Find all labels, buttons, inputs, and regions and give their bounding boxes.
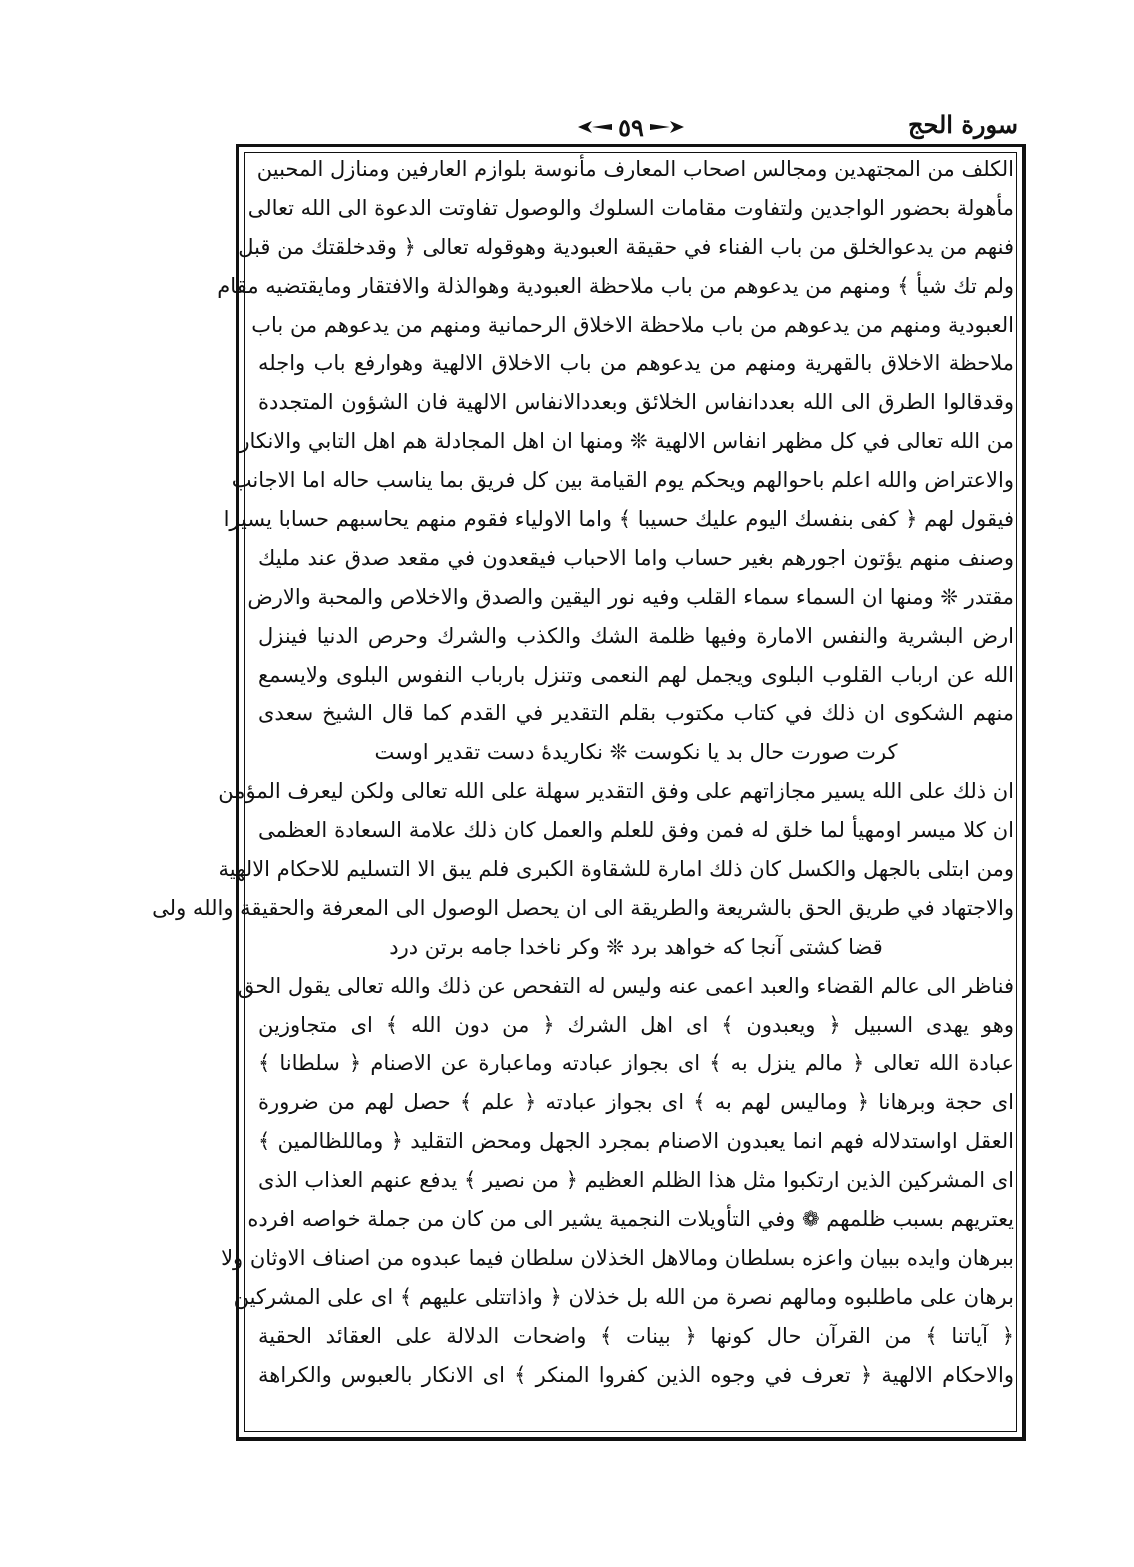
text-line: وهو يهدى السبيل ﴿ ويعبدون ﴾ اى اهل الشرك ﴿ من دون الله ﴾ اى متجاوزين [258, 1012, 1014, 1037]
text-body [152, 150, 1014, 1395]
text-line: والاجتهاد في طريق الحق بالشريعة والطريقة الى ان يحصل الوصول الى المعرفة والحقيقة والله ولى [152, 895, 1014, 920]
text-line: ملاحظة الاخلاق بالقهرية ومنهم من يدعوهم من باب الاخلاق الالهية وهوارفع باب واجله [258, 351, 1014, 376]
text-line: ببرهان وايده ببيان واعزه بسلطان ومالاهل الخذلان سلطان فيما عبدوه من اصناف الاوثان ولا [221, 1245, 1014, 1270]
text-line: وقدقالوا الطرق الى الله بعددانفاس الخلائق وبعددالانفاس الالهية فان الشؤون المتجددة [258, 390, 1014, 415]
text-line: فناظر الى عالم القضاء والعبد اعمى عنه وليس له التفحص عن ذلك والله تعالى يقول الحق [237, 973, 1014, 998]
text-line: والاحكام الالهية ﴿ تعرف في وجوه الذين كفروا المنكر ﴾ اى الانكار بالعبوس والكراهة [258, 1362, 1014, 1387]
text-line: والاعتراض والله اعلم باحوالهم ويحكم يوم القيامة بين كل فريق بما يناسب حاله اما الاجانب [231, 468, 1014, 493]
text-line: مأهولة بحضور الواجدين ولتفاوت مقامات السلوك والوصول تفاوتت الدعوة الى الله تعالى [247, 195, 1014, 220]
text-line: العبودية ومنهم من يدعوهم من باب ملاحظة الاخلاق الرحمانية ومنهم من يدعوهم من باب [251, 312, 1014, 337]
left-ornament-icon [578, 121, 612, 133]
verse-line: كرت صورت حال بد يا نكوست ❊ نكاريدهٔ دست تقدير اوست [374, 740, 898, 765]
text-line: ﴿ آياتنا ﴾ من القرآن حال كونها ﴿ بينات ﴾ واضحات الدلالة على العقائد الحقية [258, 1323, 1014, 1348]
text-line: اى المشركين الذين ارتكبوا مثل هذا الظلم العظيم ﴿ من نصير ﴾ يدفع عنهم العذاب الذى [258, 1168, 1014, 1193]
verse-line: قضا كشتى آنجا كه خواهد برد ❊ وكر ناخدا جامه برتن درد [389, 934, 883, 959]
right-ornament-icon [650, 121, 684, 133]
text-line: ان ذلك على الله يسير مجازاتهم على وفق التقدير سهلة على الله تعالى ولكن ليعرف المؤمن [218, 779, 1014, 804]
text-line: ان كلا ميسر اومهيأ لما خلق له فمن وفق للعلم والعمل كان ذلك علامة السعادة العظمى [258, 818, 1014, 843]
text-line: مقتدر ❊ ومنها ان السماء سماء القلب وفيه نور اليقين والصدق والاخلاص والمحبة والارض [247, 584, 1014, 609]
text-line: فنهم من يدعوالخلق من باب الفناء في حقيقة العبودية وهوقوله تعالى ﴿ وقدخلقتك من قبل [238, 234, 1014, 259]
surah-title: سورة الحج [908, 110, 1018, 139]
text-line: من الله تعالى في كل مظهر انفاس الالهية ❊ ومنها ان اهل المجادلة هم اهل التابي والانكار [239, 429, 1014, 454]
text-line: الكلف من المجتهدين ومجالس اصحاب المعارف مأنوسة بلوازم العارفين ومنازل المحبين [256, 157, 1014, 181]
text-line: العقل اواستدلاله فهم انما يعبدون الاصنام بمجرد الجهل ومحض التقليد ﴿ وماللظالمين ﴾ [258, 1129, 1014, 1154]
text-line: منهم الشكوى ان ذلك في كتاب مكتوب بقلم التقدير في القدم كما قال الشيخ سعدى [258, 701, 1014, 726]
text-line: الله عن ارباب القلوب البلوى ويجمل لهم النعمى وتنزل بارباب النفوس البلوى ولايسمع [258, 662, 1014, 687]
text-line: اى حجة وبرهانا ﴿ وماليس لهم به ﴾ اى بجواز عبادته ﴿ علم ﴾ حصل لهم من ضرورة [258, 1090, 1014, 1115]
page-number: ٥٩ [618, 112, 644, 142]
text-line: ومن ابتلى بالجهل والكسل كان ذلك امارة للشقاوة الكبرى فلم يبق الا التسليم للاحكام الالهية [218, 857, 1014, 882]
text-line: برهان على ماطلبوه ومالهم نصرة من الله بل خذلان ﴿ واذاتتلى عليهم ﴾ اى على المشركين [233, 1284, 1014, 1309]
text-line: فيقول لهم ﴿ كفى بنفسك اليوم عليك حسيبا ﴾ واما الاولياء فقوم منهم يحاسبهم حسابا يسيرا [223, 507, 1014, 532]
text-line: يعتريهم بسبب ظلمهم ❁ وفي التأويلات النجمية يشير الى من كان من جملة خواصه افرده [247, 1207, 1014, 1232]
text-line: ارض البشرية والنفس الامارة وفيها ظلمة الشك والكذب والشرك وحرص الدنيا فينزل [258, 623, 1014, 648]
page-number-block [571, 112, 691, 142]
text-line: عبادة الله تعالى ﴿ مالم ينزل به ﴾ اى بجواز عبادته وماعبارة عن الاصنام ﴿ سلطانا ﴾ [258, 1051, 1014, 1076]
text-line: ولم تك شيأ ﴾ ومنهم من يدعوهم من باب ملاحظة العبودية وهوالذلة والافتقار ومايقتضيه مقام [217, 273, 1014, 298]
text-line: وصنف منهم يؤتون اجورهم بغير حساب واما الاحباب فيقعدون في مقعد صدق عند مليك [258, 545, 1014, 570]
